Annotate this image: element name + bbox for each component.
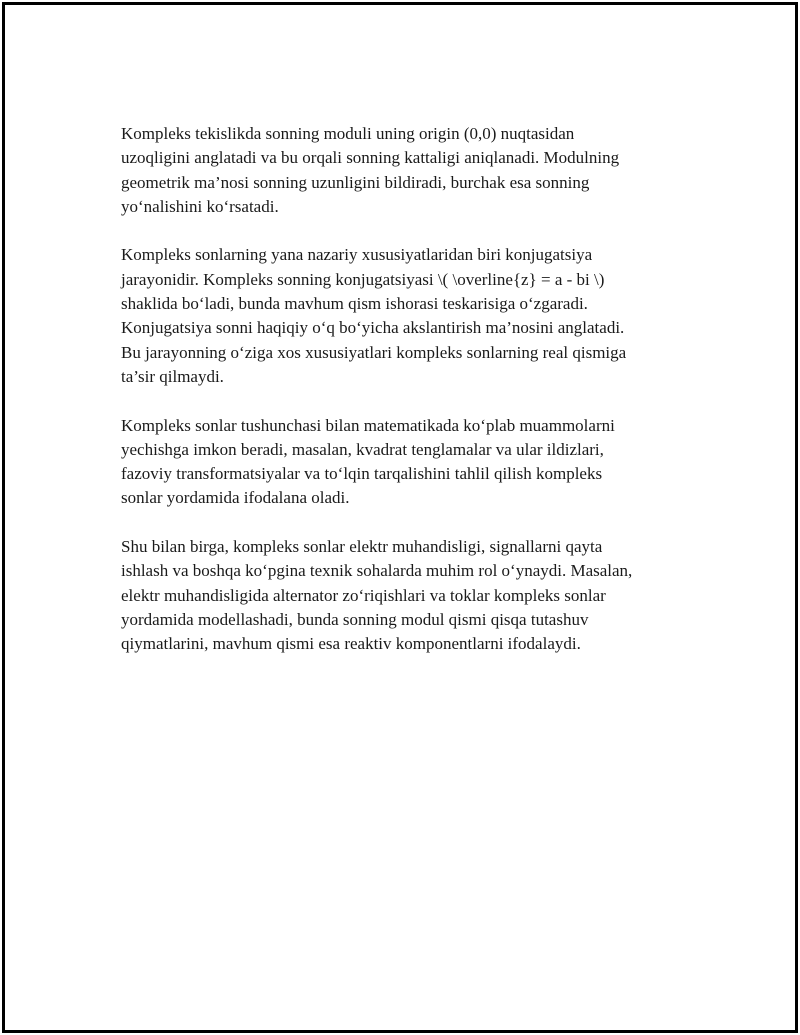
text-line: Konjugatsiya sonni haqiqiy o‘q bo‘yicha akslantirish ma’nosini anglatadi.: [121, 318, 625, 338]
text-line: qiymatlarini, mavhum qismi esa reaktiv komponentlarni ifodalaydi.: [121, 634, 581, 654]
text-line: ishlash va boshqa ko‘pgina texnik sohalarda muhim rol o‘ynaydi. Masalan,: [121, 561, 633, 581]
text-line: shaklida bo‘ladi, bunda mavhum qism ishorasi teskarisiga o‘zgaradi.: [121, 294, 588, 314]
text-line: Bu jarayonning o‘ziga xos xususiyatlari kompleks sonlarning real qismiga: [121, 342, 627, 362]
text-line: geometrik ma’nosi sonning uzunligini bildiradi, burchak esa sonning: [121, 172, 590, 192]
text-line: ta’sir qilmaydi.: [121, 366, 224, 386]
text-line: yechishga imkon beradi, masalan, kvadrat tenglamalar va ular ildizlari,: [121, 439, 604, 459]
document-body: [121, 122, 681, 681]
text-line: yo‘nalishini ko‘rsatadi.: [121, 196, 279, 216]
text-line: elektr muhandisligida alternator zo‘riqishlari va toklar kompleks sonlar: [121, 585, 606, 605]
text-line: Shu bilan birga, kompleks sonlar elektr muhandisligi, signallarni qayta: [121, 537, 603, 557]
text-line: jarayonidir. Kompleks sonning konjugatsiyasi \( \overline{z} = a - bi \): [121, 269, 605, 289]
text-line: fazoviy transformatsiyalar va to‘lqin tarqalishini tahlil qilish kompleks: [121, 464, 603, 484]
text-line: Kompleks tekislikda sonning moduli uning origin (0,0) nuqtasidan: [121, 124, 575, 143]
text-line: Kompleks sonlar tushunchasi bilan matematikada ko‘plab muammolarni: [121, 415, 615, 435]
text-line: yordamida modellashadi, bunda sonning modul qismi qisqa tutashuv: [121, 609, 589, 629]
paragraph-applications-engineering: [121, 535, 681, 656]
paragraph-applications-math: [121, 414, 681, 511]
text-line: sonlar yordamida ifodalana oladi.: [121, 488, 350, 508]
page-frame: [2, 2, 798, 1033]
paragraph-modulus: [121, 122, 681, 219]
text-line: Kompleks sonlarning yana nazariy xususiyatlaridan biri konjugatsiya: [121, 245, 593, 265]
text-line: uzoqligini anglatadi va bu orqali sonning kattaligi aniqlanadi. Modulning: [121, 148, 620, 168]
paragraph-conjugation: [121, 243, 681, 389]
